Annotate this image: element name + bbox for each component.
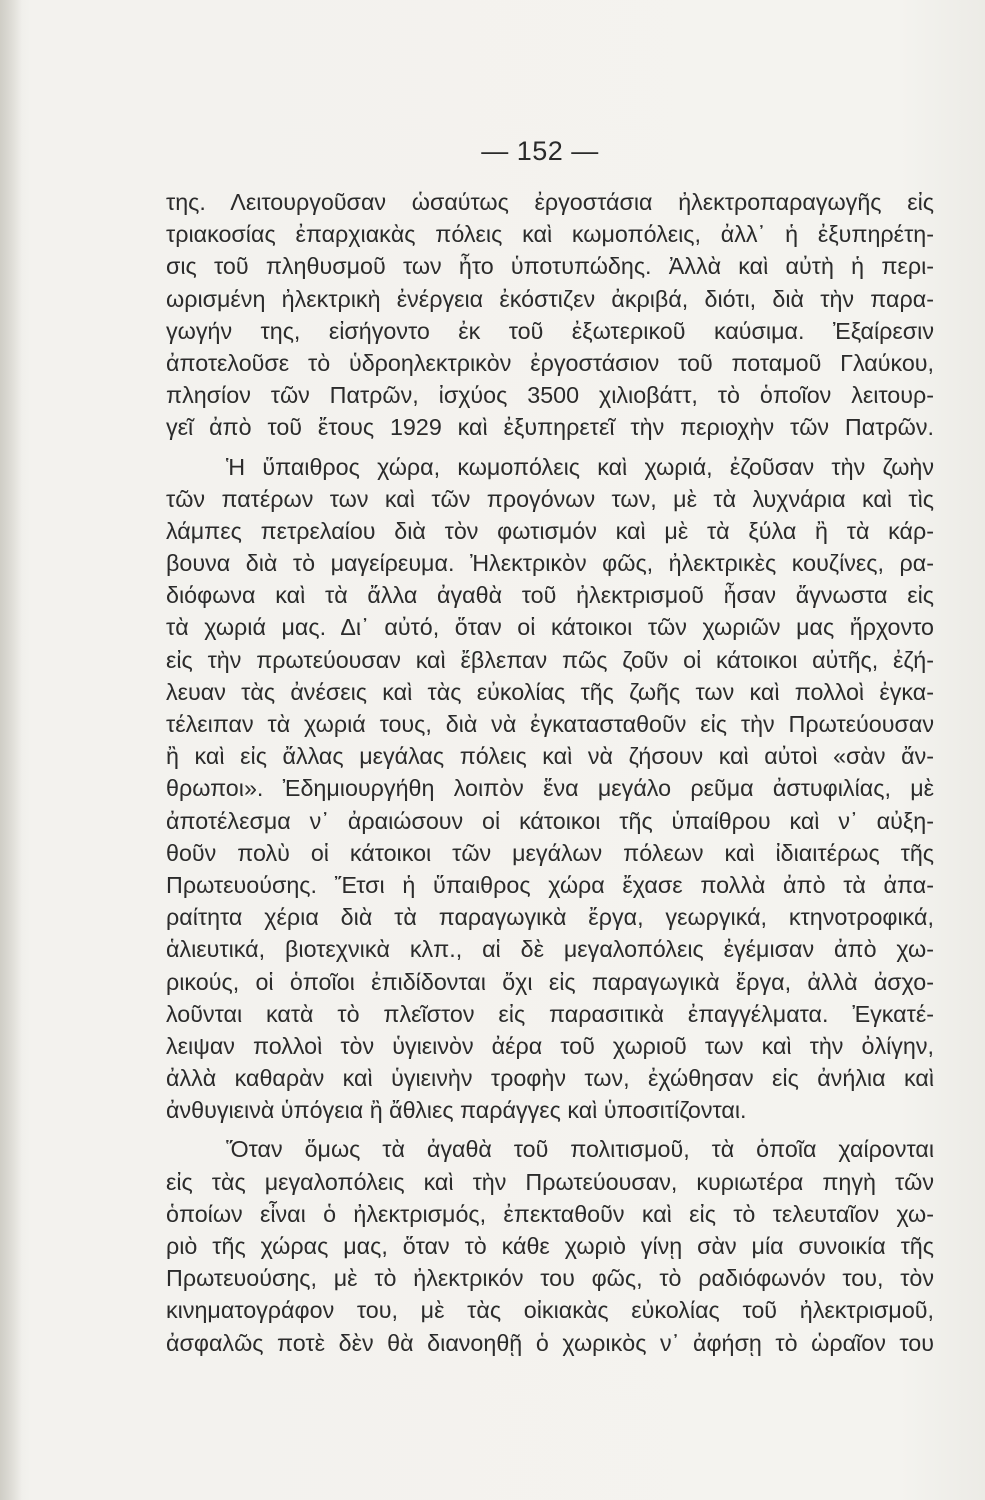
text-line: ἀσφαλῶς ποτὲ δὲν θὰ διανοηθῇ ὁ χωρικὸς ν᾽ ἀφήσῃ τὸ ὡραῖον του <box>166 1329 934 1356</box>
text-line: λευαν τὰς ἀνέσεις καὶ τὰς εὐκολίας τῆς ζωῆς των καὶ πολλοὶ ἐγκα- <box>166 678 934 705</box>
paragraph-2 <box>166 451 934 1127</box>
text-line: τὰ χωριά μας. Δι᾽ αὐτό, ὅταν οἱ κάτοικοι τῶν χωριῶν μας ἤρχοντο <box>166 614 934 641</box>
text-line: της. Λειτουργοῦσαν ὡσαύτως ἐργοστάσια ἠλεκτροπαραγωγῆς εἰς <box>166 189 934 215</box>
text-line: ἀνθυγιεινὰ ὑπόγεια ἢ ἄθλιες παράγγες καὶ ὑποσιτίζονται. <box>166 1097 747 1124</box>
page-number: — 152 — <box>481 136 599 166</box>
text-line: γωγήν της, εἰσήγοντο ἐκ τοῦ ἐξωτερικοῦ καύσιμα. Ἐξαίρεσιν <box>166 317 934 344</box>
text-line: εἰς τὰς μεγαλοπόλεις καὶ τὴν Πρωτεύουσαν, κυριωτέρα πηγὴ τῶν <box>166 1168 934 1195</box>
text-line: σις τοῦ πληθυσμοῦ των ἦτο ὑποτυπώδης. Ἀλλὰ καὶ αὐτὴ ἡ περι- <box>166 253 934 280</box>
paragraph-1 <box>166 186 934 444</box>
text-line: ἀλλὰ καθαρὰν καὶ ὑγιεινὴν τροφὴν των, ἐχώθησαν εἰς ἀνήλια καὶ <box>166 1065 934 1092</box>
paragraph-gap <box>166 1126 934 1133</box>
text-line: ἁλιευτικά, βιοτεχνικὰ κλπ., αἱ δὲ μεγαλοπόλεις ἐγέμισαν ἀπὸ χω- <box>166 936 934 963</box>
text-line: ἀποτελοῦσε τὸ ὑδροηλεκτρικὸν ἐργοστάσιον τοῦ ποταμοῦ Γλαύκου, <box>166 349 934 376</box>
text-line: ρικούς, οἱ ὁποῖοι ἐπιδίδονται ὄχι εἰς παραγωγικὰ ἔργα, ἀλλὰ ἀσχο- <box>166 968 934 995</box>
page-binding-shadow <box>0 0 22 1500</box>
text-line: Ἡ ὕπαιθρος χώρα, κωμοπόλεις καὶ χωριά, ἐζοῦσαν τὴν ζωὴν <box>226 453 934 480</box>
text-line: ἢ καὶ εἰς ἄλλας μεγάλας πόλεις καὶ νὰ ζήσουν καὶ αὐτοὶ «σὰν ἄν- <box>166 743 934 770</box>
text-line: βουνα διὰ τὸ μαγείρευμα. Ἠλεκτρικὸν φῶς, ἠλεκτρικὲς κουζίνες, ρα- <box>166 550 934 577</box>
text-line: λάμπες πετρελαίου διὰ τὸν φωτισμόν καὶ μὲ τὰ ξύλα ἢ τὰ κάρ- <box>166 517 934 544</box>
text-line: εἰς τὴν πρωτεύουσαν καὶ ἔβλεπαν πῶς ζοῦν οἱ κάτοικοι αὐτῆς, ἐζή- <box>166 646 934 673</box>
text-line: τριακοσίας ἐπαρχιακὰς πόλεις καὶ κωμοπόλεις, ἀλλ᾽ ἡ ἐξυπηρέτη- <box>166 221 934 248</box>
body-text <box>166 186 934 1359</box>
text-line: θρωποι». Ἐδημιουργήθη λοιπὸν ἕνα μεγάλο ρεῦμα ἀστυφιλίας, μὲ <box>166 775 934 802</box>
text-line: Πρωτευούσης, μὲ τὸ ἠλεκτρικόν του φῶς, τὸ ραδιόφωνόν του, τὸν <box>166 1265 934 1292</box>
text-line: τῶν πατέρων των καὶ τῶν προγόνων των, μὲ τὰ λυχνάρια καὶ τὶς <box>166 485 934 512</box>
text-line: ραίτητα χέρια διὰ τὰ παραγωγικὰ ἔργα, γεωργικά, κτηνοτροφικά, <box>166 904 934 931</box>
text-line: λειψαν πολλοὶ τὸν ὑγιεινὸν ἀέρα τοῦ χωριοῦ των καὶ τὴν ὀλίγην, <box>166 1032 934 1059</box>
text-line: λοῦνται κατὰ τὸ πλεῖστον εἰς παρασιτικὰ ἐπαγγέλματα. Ἐγκατέ- <box>166 1000 934 1027</box>
text-line: Ὅταν ὅμως τὰ ἀγαθὰ τοῦ πολιτισμοῦ, τὰ ὁποῖα χαίρονται <box>226 1136 934 1163</box>
text-line: τέλειπαν τὰ χωριά τους, διὰ νὰ ἐγκατασταθοῦν εἰς τὴν Πρωτεύουσαν <box>166 711 934 737</box>
text-line: ἀποτέλεσμα ν᾽ ἀραιώσουν οἱ κάτοικοι τῆς ὑπαίθρου καὶ ν᾽ αὐξη- <box>166 807 934 834</box>
text-line: κινηματογράφον του, μὲ τὰς οἰκιακὰς εὐκολίας τοῦ ἠλεκτρισμοῦ, <box>166 1297 934 1324</box>
text-line: διόφωνα καὶ τὰ ἄλλα ἀγαθὰ τοῦ ἠλεκτρισμοῦ ἦσαν ἄγνωστα εἰς <box>166 582 934 609</box>
paragraph-gap <box>166 444 934 451</box>
text-line: ωρισμένη ἠλεκτρικὴ ἐνέργεια ἐκόστιζεν ἀκριβά, διότι, διὰ τὴν παρα- <box>166 285 934 312</box>
text-line: ριὸ τῆς χώρας μας, ὅταν τὸ κάθε χωριὸ γίνῃ σὰν μία συνοικία τῆς <box>166 1233 934 1259</box>
text-line: Πρωτευούσης. Ἔτσι ἡ ὕπαιθρος χώρα ἔχασε πολλὰ ἀπὸ τὰ ἀπα- <box>166 871 934 898</box>
text-line: γεῖ ἀπὸ τοῦ ἔτους 1929 καὶ ἐξυπηρετεῖ τὴν περιοχὴν τῶν Πατρῶν. <box>166 414 934 441</box>
text-line: θοῦν πολὺ οἱ κάτοικοι τῶν μεγάλων πόλεων καὶ ἰδιαιτέρως τῆς <box>166 839 934 866</box>
text-line: πλησίον τῶν Πατρῶν, ἰσχύος 3500 χιλιοβάττ, τὸ ὁποῖον λειτουρ- <box>166 382 934 409</box>
text-line: ὁποίων εἶναι ὁ ἠλεκτρισμός, ἐπεκταθοῦν καὶ εἰς τὸ τελευταῖον χω- <box>166 1200 934 1227</box>
paragraph-3 <box>166 1133 934 1358</box>
